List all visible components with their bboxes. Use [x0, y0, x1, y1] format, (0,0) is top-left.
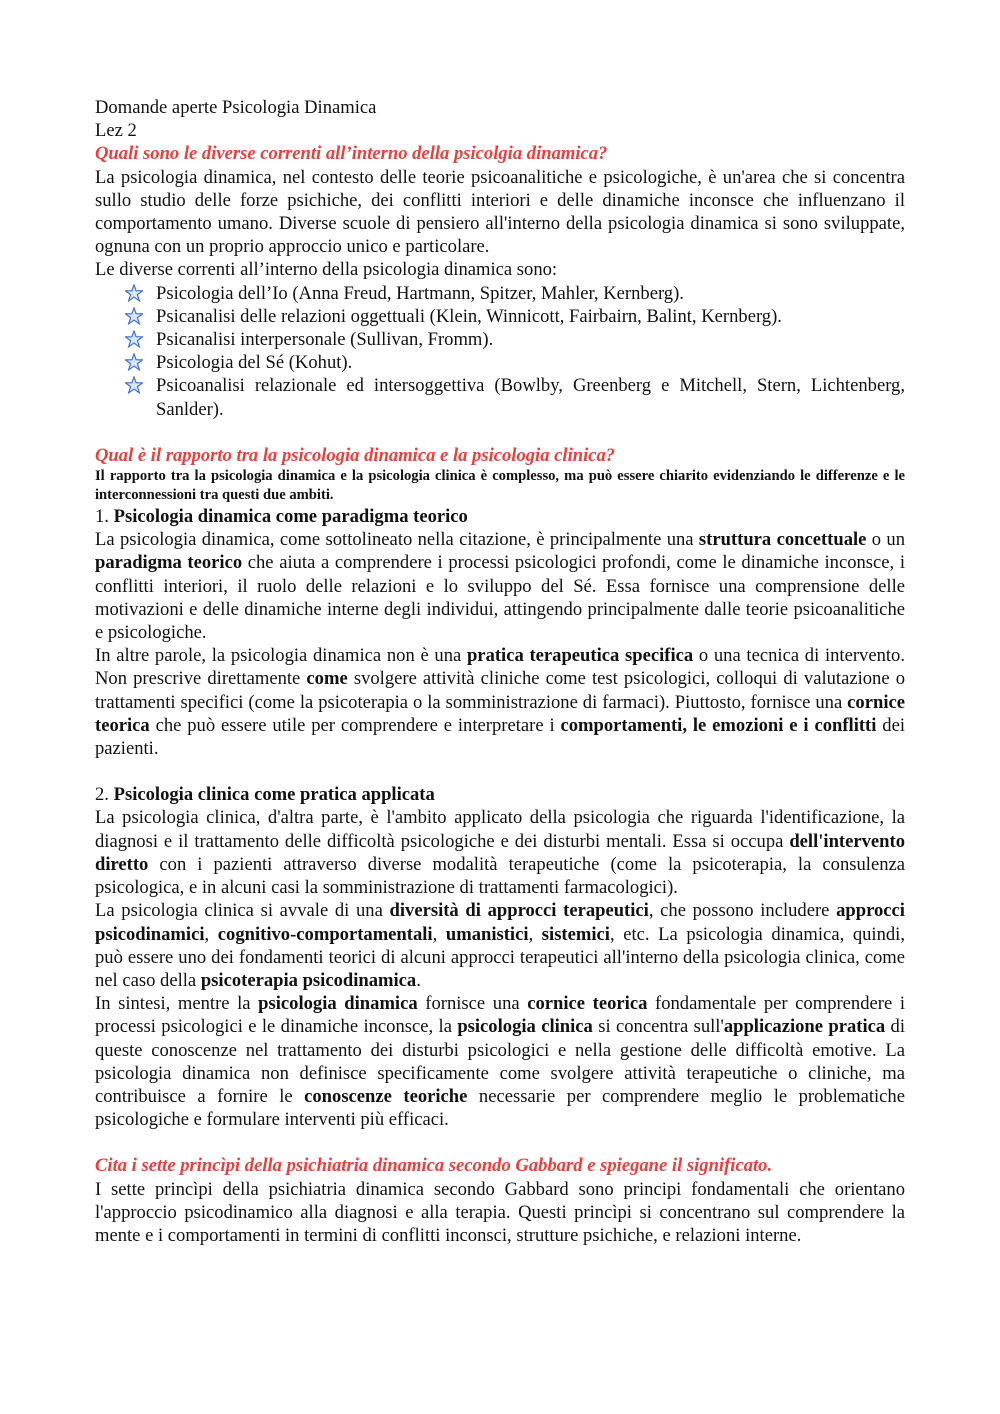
spacer — [95, 760, 905, 783]
question-2: Qual è il rapporto tra la psicologia dinamica e la psicologia clinica? — [95, 444, 616, 466]
spacer — [95, 1131, 905, 1154]
q1-list-intro: Le diverse correnti all’interno della psicologia dinamica sono: — [95, 259, 558, 281]
q2-summary: Il rapporto tra la psicologia dinamica e la psicologia clinica è complesso, ma può essere chiarito evidenziando le differenze e le interconnessioni tra questi due ambiti. — [95, 468, 905, 504]
question-3: Cita i sette princìpi della psichiatria dinamica secondo Gabbard e spiegane il significato. — [95, 1155, 773, 1177]
q1-intro-paragraph: La psicologia dinamica, nel contesto delle teorie psicoanalitiche e psicologiche, è un'area che si concentra sullo studio delle forze psichiche, dei conflitti interiori e delle dinamiche inconsce che influenzano il comportamento umano. Diverse scuole di pensiero all'interno della psicologia dinamica si sono sviluppate, ognuna con un proprio approccio unico e particolare. — [95, 166, 905, 258]
list-item: Psicanalisi delle relazioni oggettuali (Klein, Winnicott, Fairbairn, Balint, Kernberg). — [125, 305, 905, 328]
blue-star-icon — [125, 376, 143, 394]
section-2-heading: 2. Psicologia clinica come pratica applicata — [95, 784, 435, 806]
question-1: Quali sono le diverse correnti all’interno della psicolgia dinamica? — [95, 143, 608, 165]
section-2-paragraph-1: La psicologia clinica, d'altra parte, è l'ambito applicato della psicologia che riguarda l'identificazione, la diagnosi e il trattamento delle difficoltà psicologiche e dei disturbi mentali. Essa si occupa dell'intervento diretto con i pazienti attraverso diverse modalità terapeutiche (come la psicoterapia, la consulenza psicologica, e in alcuni casi la somministrazione di trattamenti farmacologici). — [95, 807, 905, 899]
blue-star-icon — [125, 330, 143, 348]
lesson-label: Lez 2 — [95, 120, 137, 142]
currents-list — [95, 282, 905, 421]
document-page — [95, 96, 905, 1247]
blue-star-icon — [125, 284, 143, 302]
blue-star-icon — [125, 307, 143, 325]
section-1-paragraph-1: La psicologia dinamica, come sottolineato nella citazione, è principalmente una struttura concettuale o un paradigma teorico che aiuta a comprendere i processi psicologici profondi, come le dinamiche inconsce, i conflitti interiori, il ruolo delle relazioni e lo sviluppo del Sé. Essa fornisce una comprensione delle motivazioni e delle dinamiche interne degli individui, attingendo principalmente dalle teorie psicoanalitiche e psicologiche. — [95, 529, 906, 644]
section-2-paragraph-3: In sintesi, mentre la psicologia dinamica fornisce una cornice teorica fondamentale per comprendere i processi psicologici e le dinamiche inconsce, la psicologia clinica si concentra sull'applicazione pratica di queste conoscenze nel trattamento dei disturbi psicologici e nella gestione delle difficoltà emotive. La psicologia dinamica non definisce specificamente come svolgere attività terapeutiche o cliniche, ma contribuisce a fornire le conoscenze teoriche necessarie per comprendere meglio le problematiche psicologiche e formulare interventi più efficaci. — [95, 993, 906, 1131]
list-item: Psicologia del Sé (Kohut). — [125, 351, 905, 374]
section-1-paragraph-2: In altre parole, la psicologia dinamica non è una pratica terapeutica specifica o una tecnica di intervento. Non prescrive direttamente come svolgere attività cliniche come test psicologici, colloqui di valutazione o trattamenti specifici (come la psicoterapia o la somministrazione di farmaci). Piuttosto, fornisce una cornice teorica che può essere utile per comprendere e interpretare i comportamenti, le emozioni e i conflitti dei pazienti. — [95, 645, 906, 760]
list-item: Psicanalisi interpersonale (Sullivan, Fromm). — [125, 328, 905, 351]
list-item: Psicoanalisi relazionale ed intersoggettiva (Bowlby, Greenberg e Mitchell, Stern, Lichtenberg, Sanlder). — [125, 374, 905, 420]
blue-star-icon — [125, 353, 143, 371]
document-title: Domande aperte Psicologia Dinamica — [95, 97, 377, 118]
spacer — [95, 421, 905, 444]
section-1-heading: 1. Psicologia dinamica come paradigma teorico — [95, 506, 468, 528]
list-item: Psicologia dell’Io (Anna Freud, Hartmann, Spitzer, Mahler, Kernberg). — [125, 282, 905, 305]
section-2-paragraph-2: La psicologia clinica si avvale di una diversità di approcci terapeutici, che possono includere approcci psicodinamici, cognitivo-comportamentali, umanistici, sistemici, etc. La psicologia dinamica, quindi, può essere uno dei fondamenti teorici di alcuni approcci terapeutici all'interno della psicologia clinica, come nel caso della psicoterapia psicodinamica. — [95, 900, 905, 991]
q3-answer-paragraph: I sette princìpi della psichiatria dinamica secondo Gabbard sono principi fondamentali che orientano l'approccio psicodinamico alla diagnosi e alla terapia. Questi princìpi si concentrano sul comprendere la mente e i comportamenti in termini di conflitti inconsci, strutture psichiche, e relazioni interne. — [95, 1178, 905, 1246]
